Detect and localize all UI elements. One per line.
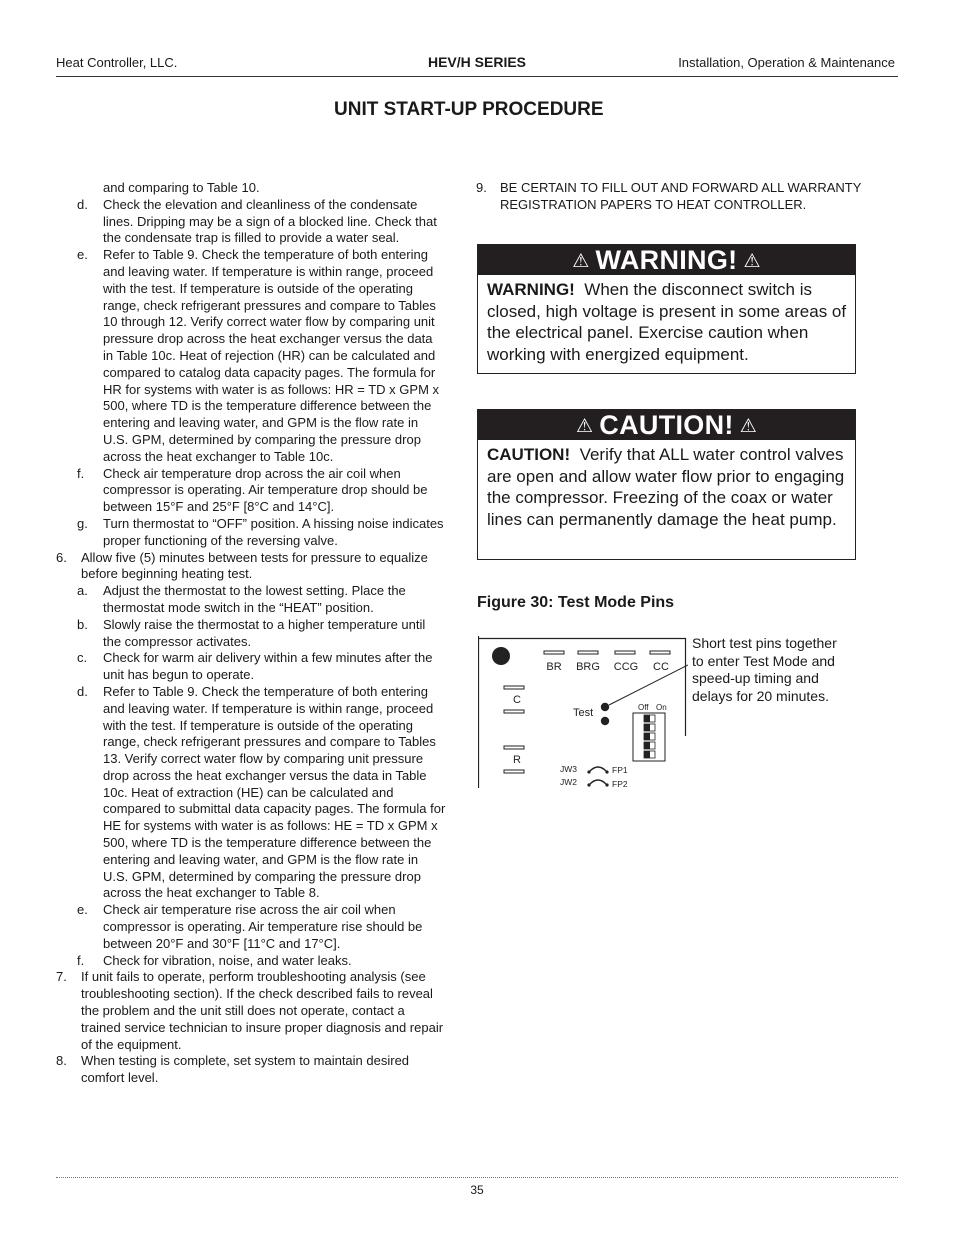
caution-heading (478, 410, 855, 440)
list-text: and comparing to Table 10. (103, 180, 260, 195)
jumper-jw2-pin-a (587, 783, 590, 786)
list-text: If unit fails to operate, perform troubleshooting analysis (see troubleshooting section). If the check described fails to reveal the problem and the unit still does not operate, contact a trained service technician to insure proper diagnosis and repair of the equipment. (81, 969, 444, 1052)
test-pin-upper (601, 703, 609, 711)
procedure-steps-right (476, 180, 886, 214)
list-marker: a. (77, 583, 88, 599)
list-item (56, 516, 446, 550)
mounting-hole (492, 647, 510, 665)
list-text: When testing is complete, set system to maintain desired comfort level. (81, 1053, 410, 1086)
list-item (56, 247, 446, 465)
list-item (56, 953, 446, 970)
dip-switch-3-knob (644, 733, 650, 740)
warning-text: When the disconnect switch is closed, high voltage is present in some areas of the electrical panel. Exercise caution when working with energized equipment. (487, 280, 847, 364)
jumper-jw2-pin-b (605, 783, 608, 786)
test-mode-pins-diagram (478, 636, 688, 790)
list-text: Turn thermostat to “OFF” position. A hissing noise indicates proper functioning of the reversing valve. (103, 515, 444, 548)
list-marker: 7. (56, 969, 67, 985)
terminal-br (544, 651, 564, 654)
caution-body (478, 440, 855, 538)
label-fp1: FP1 (612, 765, 628, 775)
dip-switch-2-knob (644, 724, 650, 731)
terminal-c-bottom (504, 710, 524, 713)
caution-text: Verify that ALL water control valves are open and allow water flow prior to engaging the compressor. Freezing of the coax or water lines can permanently damage the heat pump. (487, 445, 845, 529)
header-manual-type: Installation, Operation & Maintenance (678, 55, 895, 70)
label-br: BR (546, 661, 562, 673)
page-number: 35 (470, 1183, 484, 1197)
dip-switches (644, 715, 655, 758)
label-fp2: FP2 (612, 779, 628, 789)
list-marker: g. (77, 515, 88, 531)
test-pin-lower (601, 717, 609, 725)
figure-title: Figure 30: Test Mode Pins (477, 594, 675, 611)
footer-divider (56, 1177, 898, 1178)
terminal-r-bottom (504, 770, 524, 773)
caution-lead: CAUTION! (487, 445, 571, 464)
warning-heading (478, 245, 855, 275)
list-item (56, 197, 446, 247)
list-item (56, 583, 446, 617)
label-jw2: JW2 (560, 777, 577, 787)
dip-switch-1-knob (644, 715, 650, 722)
list-text: Adjust the thermostat to the lowest setting. Place the thermostat mode switch in the “HEAT” position. (103, 583, 406, 615)
list-text: Slowly raise the thermostat to a higher temperature until the compressor activates. (103, 616, 426, 649)
list-marker: f. (77, 465, 85, 481)
label-c: C (513, 694, 521, 706)
list-text: Check air temperature rise across the air coil when compressor is operating. Air temperature rise should be between 20°F and 30°F [11°C and 17°C]. (103, 902, 423, 951)
list-marker: f. (77, 952, 85, 968)
list-text: Refer to Table 9. Check the temperature of both entering and leaving water. If temperature is within range, proceed with the test. If temperature is outside of the operating range, check refrigerant pressures and compare to Tables 10 through 12. Verify correct water flow by comparing unit pressure drop across the heat exchanger versus the data in Table 10c. Heat of rejection (HR) can be calculated and compared to catalog data capacity pages. The formula for HR for systems with water is as follows: HR = TD x GPM x 500, where TD is the temperature difference between the entering and leaving water, and GPM is the flow rate in U.S. GPM, determined by comparing the pressure drop across the heat exchanger to Table 10c. (103, 247, 440, 464)
list-marker: e. (77, 902, 88, 918)
list-marker: c. (77, 650, 88, 666)
jumper-jw3-pin-a (587, 770, 590, 773)
procedure-steps-left (56, 180, 446, 1087)
label-off: Off (638, 703, 649, 712)
label-jw3: JW3 (560, 764, 577, 774)
list-item (56, 617, 446, 651)
list-item (56, 969, 446, 1053)
label-brg: BRG (576, 661, 600, 673)
list-marker: d. (77, 683, 88, 699)
list-item (56, 550, 446, 584)
list-text: Check for warm air delivery within a few minutes after the unit has begun to operate. (103, 650, 433, 683)
list-text: Check for vibration, noise, and water leaks. (103, 952, 352, 968)
dip-switch-4-knob (644, 742, 650, 749)
list-item (476, 180, 886, 214)
warning-lead: WARNING! (487, 280, 575, 299)
list-text: Check the elevation and cleanliness of the condensate lines. Dripping may be a sign of a blocked line. Check that the condensate trap is filled to provide a water seal. (103, 196, 437, 246)
list-marker: 9. (476, 180, 487, 195)
list-item (56, 650, 446, 684)
list-marker: 6. (56, 549, 67, 565)
label-test: Test (573, 707, 594, 719)
terminal-ccg (615, 651, 635, 654)
warning-box (477, 244, 856, 374)
label-r: R (513, 754, 521, 766)
warning-triangle-icon: ⚠ (575, 416, 594, 437)
dip-switch-5-knob (644, 751, 650, 758)
warning-triangle-icon: ⚠ (739, 416, 758, 437)
list-text: BE CERTAIN TO FILL OUT AND FORWARD ALL WARRANTY REGISTRATION PAPERS TO HEAT CONTROLLER. (500, 180, 862, 212)
list-marker: d. (77, 196, 88, 212)
header-divider (56, 76, 898, 77)
warning-triangle-icon: ⚠ (572, 251, 590, 272)
warning-heading-text: WARNING! (595, 245, 738, 275)
label-on: On (656, 703, 667, 712)
list-item (56, 1053, 446, 1087)
label-cc: CC (653, 661, 669, 673)
list-item (56, 902, 446, 952)
header-series: HEV/H SERIES (427, 54, 527, 70)
header-company: Heat Controller, LLC. (56, 55, 178, 70)
jumper-jw2 (589, 780, 607, 785)
terminal-brg (578, 651, 598, 654)
list-text: Allow five (5) minutes between tests for pressure to equalize before beginning heating test. (81, 549, 428, 582)
list-item (56, 466, 446, 516)
warning-body (478, 275, 855, 373)
terminal-c-top (504, 686, 524, 689)
page-title: UNIT START-UP PROCEDURE (334, 99, 604, 120)
caution-heading-text: CAUTION! (599, 410, 734, 440)
list-marker: e. (77, 247, 88, 263)
list-text: Check air temperature drop across the air coil when compressor is operating. Air temperature drop should be between 15°F and 25°F [8°C and 14°C]. (103, 465, 428, 515)
list-item (56, 684, 446, 902)
list-marker: b. (77, 616, 88, 632)
caution-box (477, 409, 856, 560)
label-ccg: CCG (613, 661, 639, 673)
jumper-jw3-pin-b (605, 770, 608, 773)
terminal-cc (650, 651, 670, 654)
list-text: Refer to Table 9. Check the temperature of both entering and leaving water. If temperature is within range, proceed with the test. If temperature is outside of the operating range, check refrigerant pressures and compare to Tables 13. Verify correct water flow by comparing unit pressure drop across the heat exchanger versus the data in Table 10c. Heat of extraction (HE) can be calculated and compared to submittal data capacity pages. The formula for HE for systems with water is as follows: HE = TD x GPM x 500, where TD is the temperature difference between the entering and leaving water, and GPM is the flow rate in U.S. GPM, determined by comparing the pressure drop across the heat exchanger to Table 8. (103, 683, 446, 901)
jumper-jw3 (589, 767, 607, 772)
list-marker: 8. (56, 1053, 67, 1069)
figure-caption: Short test pins together to enter Test Mode and speed-up timing and delays for 20 minutes. (692, 635, 837, 704)
terminal-r-top (504, 746, 524, 749)
warning-triangle-icon: ⚠ (743, 251, 761, 272)
list-item (56, 180, 446, 197)
